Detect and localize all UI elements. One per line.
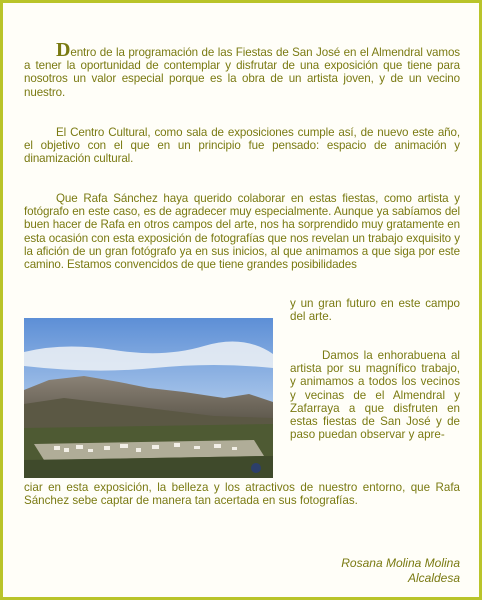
paragraph-centro-cultural-text: El Centro Cultural, como sala de exposiciones cumple así, de nuevo este año, el objetivo con el que en un principio fue pensado: espacio de animación y dinamización cultural. [24, 126, 460, 166]
signature-role: Alcaldesa [407, 571, 460, 585]
paragraph-enhorabuena-tail: ciar en esta exposición, la belleza y los atractivos de nuestro entorno, que Rafa Sánchez sebe captar de manera tan acertada en sus fotografías. [24, 481, 460, 508]
paragraph-enhorabuena: Damos la enhorabuena al artista por su magnífico trabajo, y animamos a todos los vecinos y vecinas de el Almendral y Zafarraya a que disfruten en estas fiestas de San José y de paso puedan observar y apre- [290, 349, 460, 442]
paragraph-rafa-sanchez-continued: y un gran futuro en este campo del arte. [290, 297, 460, 324]
paragraph-intro-text: entro de la programación de las Fiestas de San José en el Almendral vamos a tener la oportunidad de contemplar y disfrutar de una exposición que tiene para nosotros un valor especial porque es la obra de un artista joven, y de un vecino nuestro. [24, 46, 460, 99]
paragraph-intro [24, 39, 460, 99]
signature-name: Rosana Molina Molina [341, 556, 460, 570]
paragraph-centro-cultural [24, 126, 460, 166]
paragraph-rafa-sanchez-text: Que Rafa Sánchez haya querido colaborar en estas fiestas, como artista y fotógrafo en este caso, es de agradecer muy especialmente. Aunque ya sabíamos del buen hacer de Rafa en otros campos del arte, nos ha sorprendido muy gratamente en esta ocasión con esta exposición de fotografías que nos revelan un trabajo exquisito y la afición de un gran fotógrafo ya en sus inicios, al que animamos a que siga por este camino. Estamos convencidos de que tiene grandes posibilidades [24, 192, 460, 272]
landscape-photo [24, 318, 273, 478]
drop-cap: D [56, 39, 71, 61]
paragraph-rafa-sanchez [24, 192, 460, 271]
